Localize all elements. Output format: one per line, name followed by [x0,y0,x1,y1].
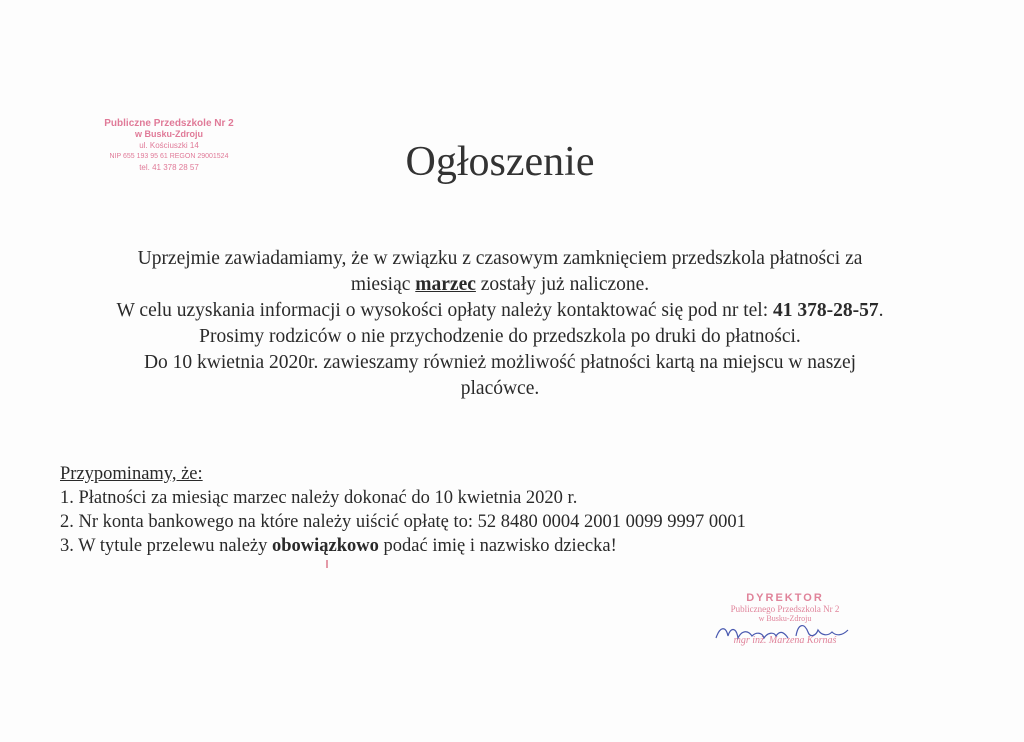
stamp-line: mgr inż. Marzena Kornaś [733,635,837,646]
stamp-line: ul. Kościuszki 14 [139,141,199,150]
announcement-body [40,246,960,402]
announcement-line: placówce. [460,378,540,399]
announcement-line: Uprzejmie zawiadamiamy, że w związku z czasowym zamknięciem przedszkola płatności za [137,248,863,269]
stamp-line: tel. 41 378 28 57 [139,163,199,172]
list-item: 1. Płatności za miesiąc marzec należy dokonać do 10 kwietnia 2020 r. [60,488,578,508]
month-highlight: marzec [415,274,476,295]
phone-number: 41 378-28-57 [773,300,879,321]
announcement-line: Prosimy rodziców o nie przychodzenie do przedszkola po druki do płatności. [199,326,801,347]
stamp-line: Publicznego Przedszkola Nr 2 [730,604,840,614]
announcement-line: Do 10 kwietnia 2020r. zawieszamy również możliwość płatności kartą na miejscu w naszej [143,352,857,373]
text-span: . [878,300,884,321]
stamp-line: DYREKTOR [746,592,824,604]
stamp-line: NIP 655 193 95 61 REGON 29001524 [109,153,229,160]
reminder-section [60,462,746,558]
handwritten-signature [712,618,862,648]
text-span: zostały już naliczone. [475,274,650,295]
page-title: Ogłoszenie [405,139,595,185]
mandatory-highlight: obowiązkowo [272,536,379,556]
announcement-line [40,298,960,324]
stamp-line: w Busku-Zdroju [758,614,812,623]
list-item: 2. Nr konta bankowego na które należy uiścić opłatę to: 52 8480 0004 2001 0099 9997 0001 [60,512,746,532]
text-span: miesiąc [350,274,416,295]
text-span: podać imię i nazwisko dziecka! [378,536,617,556]
stamp-line: Publiczne Przedszkole Nr 2 [104,118,234,129]
announcement-line [40,272,960,298]
reminder-heading: Przypominamy, że: [60,464,203,484]
text-span: W celu uzyskania informacji o wysokości opłaty należy kontaktować się pod nr tel: [116,300,773,321]
list-item [60,534,746,558]
stray-mark [326,560,328,568]
stamp-line: w Busku-Zdroju [135,129,203,139]
text-span: 3. W tytule przelewu należy [60,536,272,556]
